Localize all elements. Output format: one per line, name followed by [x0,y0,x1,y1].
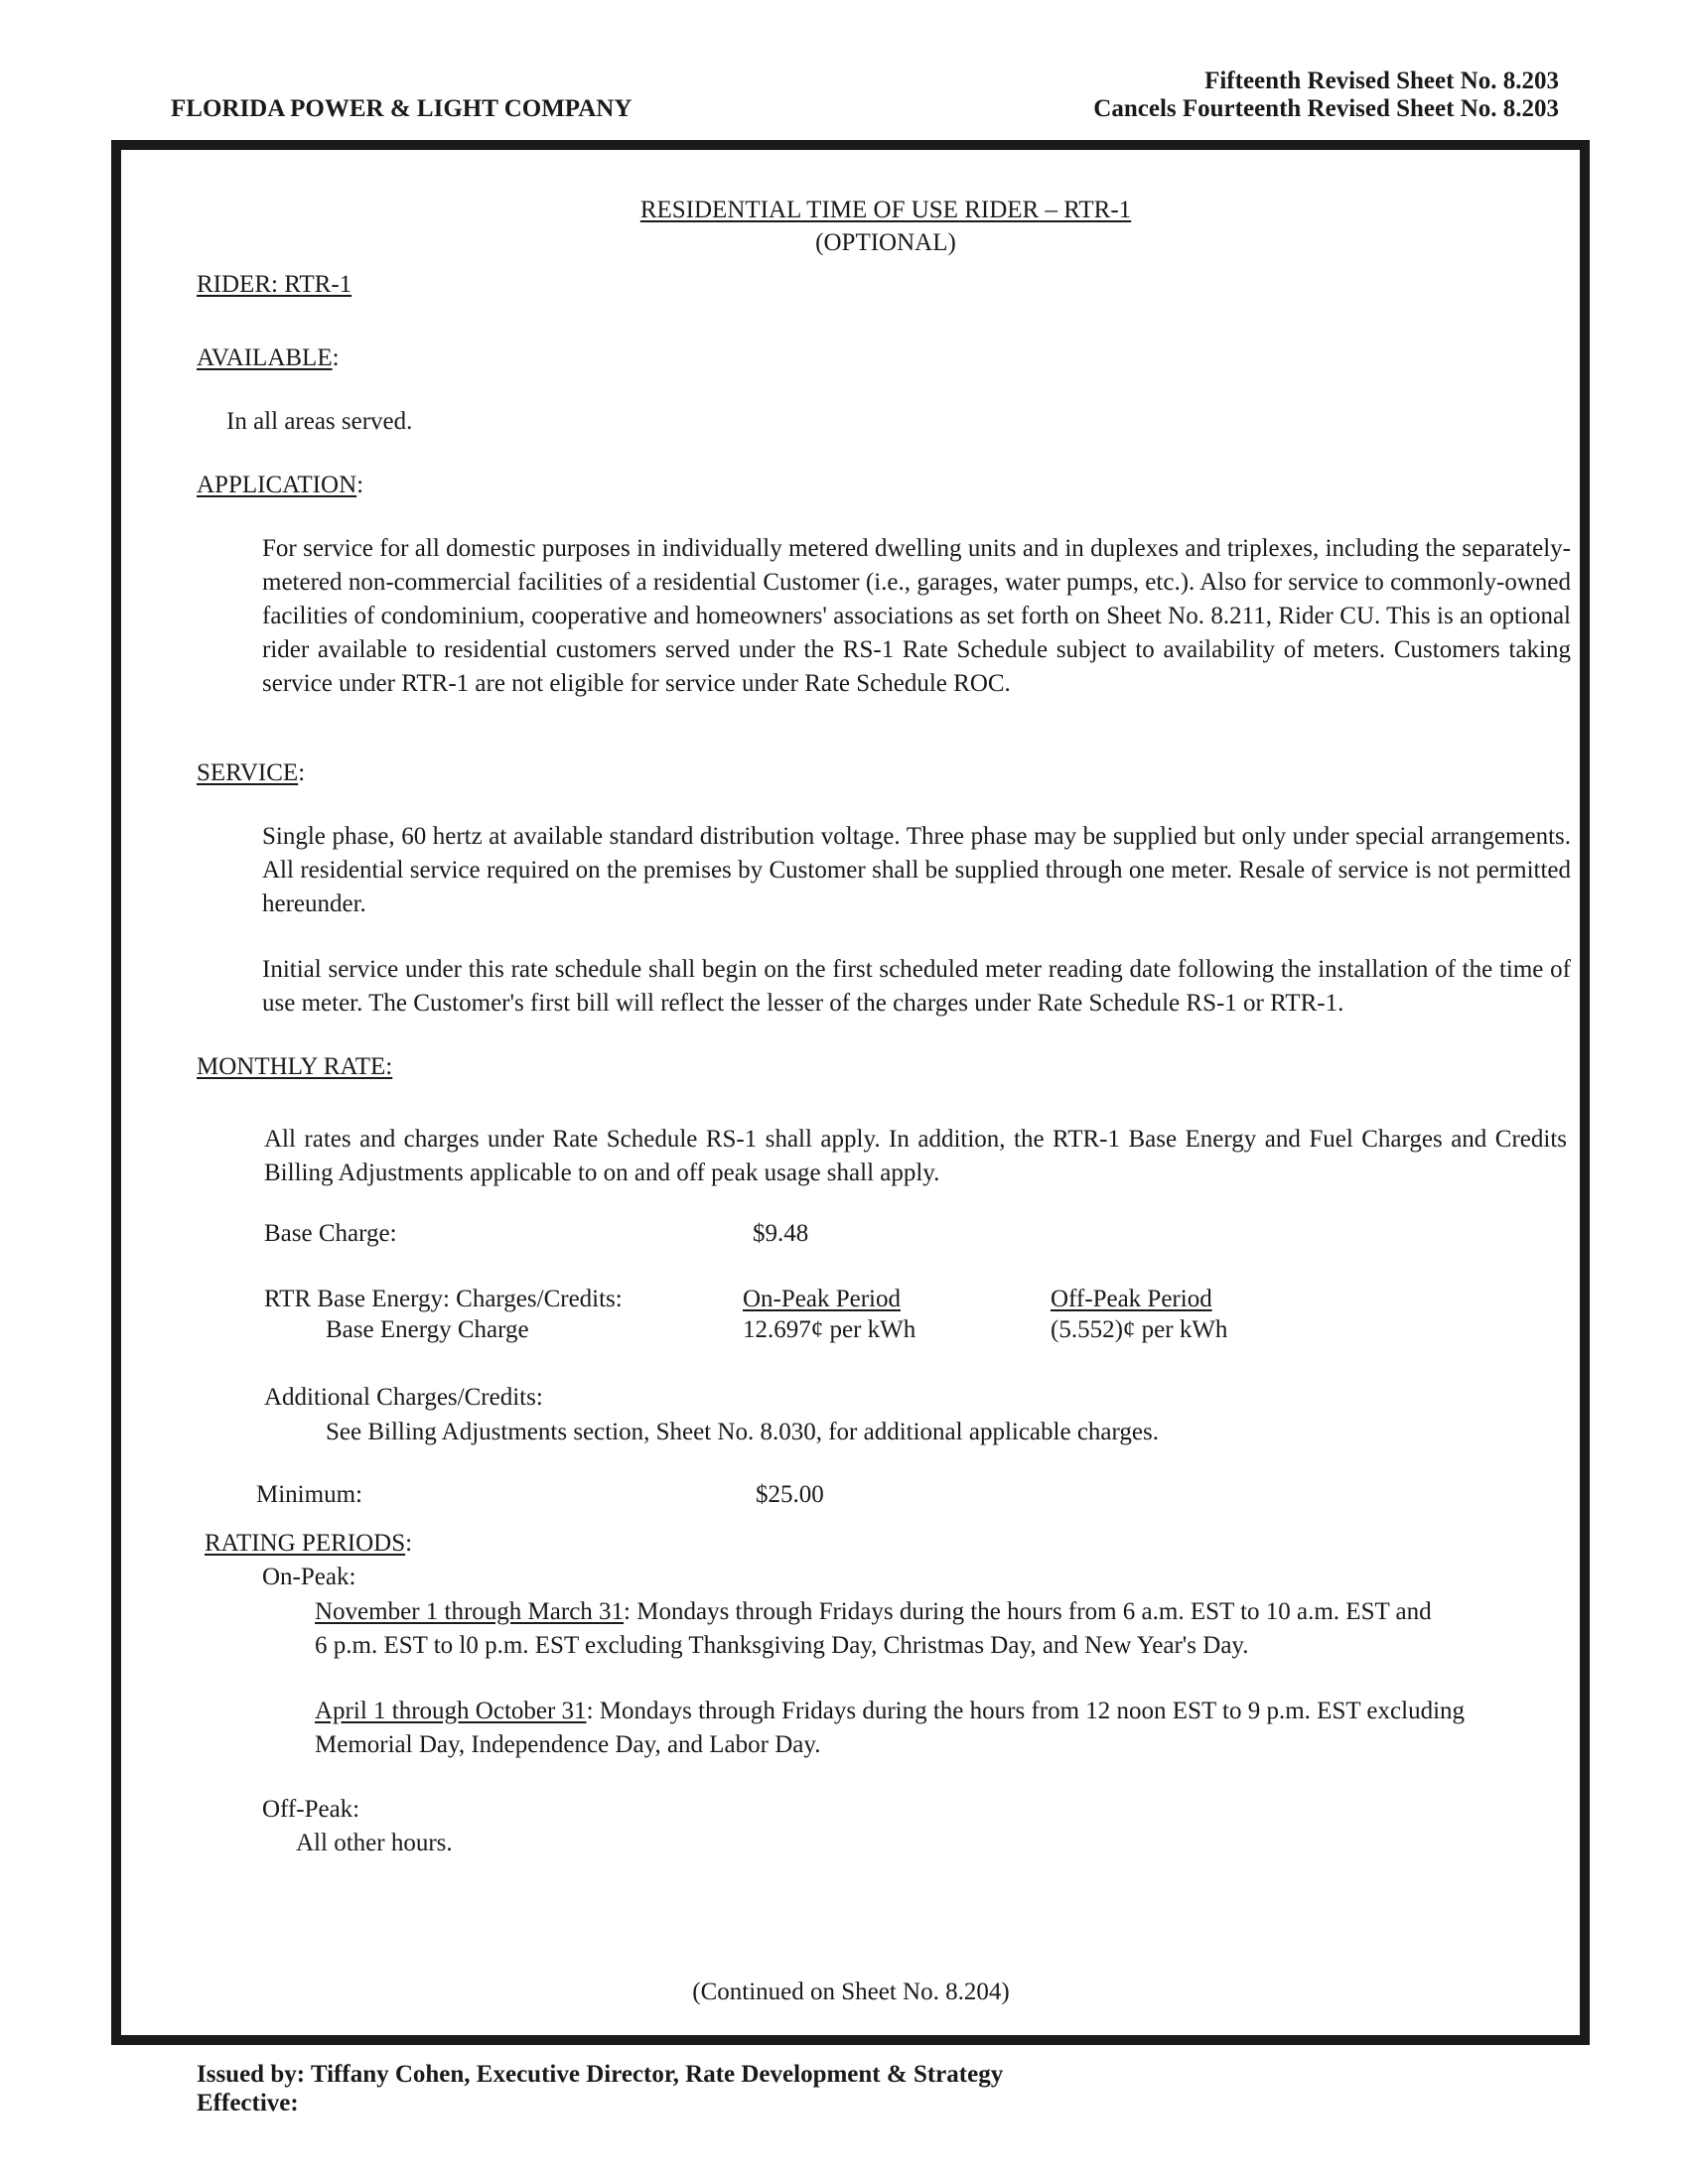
additional-charges-label: Additional Charges/Credits: [264,1384,543,1411]
off-peak-text: All other hours. [296,1830,453,1856]
base-charge-value: $9.48 [753,1220,809,1247]
available-heading-wrap: AVAILABLE: [197,344,340,371]
on-peak-value: 12.697¢ per kWh [743,1316,916,1343]
winter-period-line-1 [315,1595,1432,1629]
application-heading: APPLICATION [197,472,357,498]
sheet-number: Fifteenth Revised Sheet No. 8.203 [1204,68,1559,94]
winter-period-dates: November 1 through March 31 [315,1598,625,1625]
on-peak-header: On-Peak Period [743,1286,901,1312]
service-paragraph-1: Single phase, 60 hertz at available standard distribution voltage. Three phase may be supplied but only under special arrangements. All residential service required on the premises by Customer shall be supplied through one meter. Resale of service is not permitted hereunder. [262,823,1571,917]
minimum-value: $25.00 [756,1481,824,1508]
on-peak-label: On-Peak: [262,1564,356,1590]
monthly-rate-heading: MONTHLY RATE: [197,1053,393,1080]
service-heading-wrap: SERVICE: [197,759,306,786]
company-name: FLORIDA POWER & LIGHT COMPANY [171,95,633,122]
summer-period-dates: April 1 through October 31 [315,1698,587,1724]
service-heading: SERVICE [197,759,299,786]
cancels-sheet: Cancels Fourteenth Revised Sheet No. 8.203 [1093,95,1559,122]
service-paragraph-2: Initial service under this rate schedule shall begin on the first scheduled meter reading date following the installation of the time of use meter. The Customer's first bill will reflect the lesser of the charges under Rate Schedule RS-1 or RTR-1. [262,956,1571,1017]
document-title: RESIDENTIAL TIME OF USE RIDER – RTR-1 [639,197,1132,223]
off-peak-value: (5.552)¢ per kWh [1051,1316,1228,1343]
base-energy-charge-label: Base Energy Charge [326,1316,529,1343]
base-charge-label: Base Charge: [264,1220,397,1247]
summer-period-line-1 [315,1695,1465,1728]
summer-period-text: : Mondays through Fridays during the hours from 12 noon EST to 9 p.m. EST excluding [586,1698,1466,1724]
winter-period-text: : Mondays through Fridays during the hours from 6 a.m. EST to 10 a.m. EST and [624,1598,1432,1625]
additional-charges-text: See Billing Adjustments section, Sheet No. 8.030, for additional applicable charges. [326,1419,1159,1445]
winter-period-line-2: 6 p.m. EST to l0 p.m. EST excluding Thanksgiving Day, Christmas Day, and New Year's Day. [315,1632,1249,1659]
application-text: For service for all domestic purposes in individually metered dwelling units and in duplexes and triplexes, including the separately-metered non-commercial facilities of a residential Customer (i.e., garages, water pumps, etc.). Also for service to commonly-owned facilities of condominium, cooperative and homeowners' associations as set forth on Sheet No. 8.211, Rider CU. This is an optional rider available to residential customers served under the RS-1 Rate Schedule subject to availability of meters. Customers taking service under RTR-1 are not eligible for service under Rate Schedule ROC. [262,535,1571,697]
available-text: In all areas served. [226,408,413,435]
continued-note: (Continued on Sheet No. 8.204) [692,1979,1010,2005]
effective-date: Effective: [197,2090,299,2116]
summer-period-line-2: Memorial Day, Independence Day, and Labor Day. [315,1731,821,1758]
issued-by: Issued by: Tiffany Cohen, Executive Director, Rate Development & Strategy [197,2061,1004,2088]
rating-periods-heading-wrap: RATING PERIODS: [205,1530,413,1557]
application-heading-wrap: APPLICATION: [197,472,364,498]
monthly-rate-intro: All rates and charges under Rate Schedule RS-1 shall apply. In addition, the RTR-1 Base Energy and Fuel Charges and Credits Billing Adjustments applicable to on and off peak usage shall apply. [264,1126,1567,1186]
minimum-label: Minimum: [256,1481,362,1508]
rider-label: RIDER: RTR-1 [197,271,352,298]
document-subtitle: (OPTIONAL) [815,229,956,256]
off-peak-label: Off-Peak: [262,1796,360,1823]
available-heading: AVAILABLE [197,344,333,371]
energy-charges-label: RTR Base Energy: Charges/Credits: [264,1286,623,1312]
off-peak-header: Off-Peak Period [1051,1286,1212,1312]
rating-periods-heading: RATING PERIODS [205,1530,406,1557]
